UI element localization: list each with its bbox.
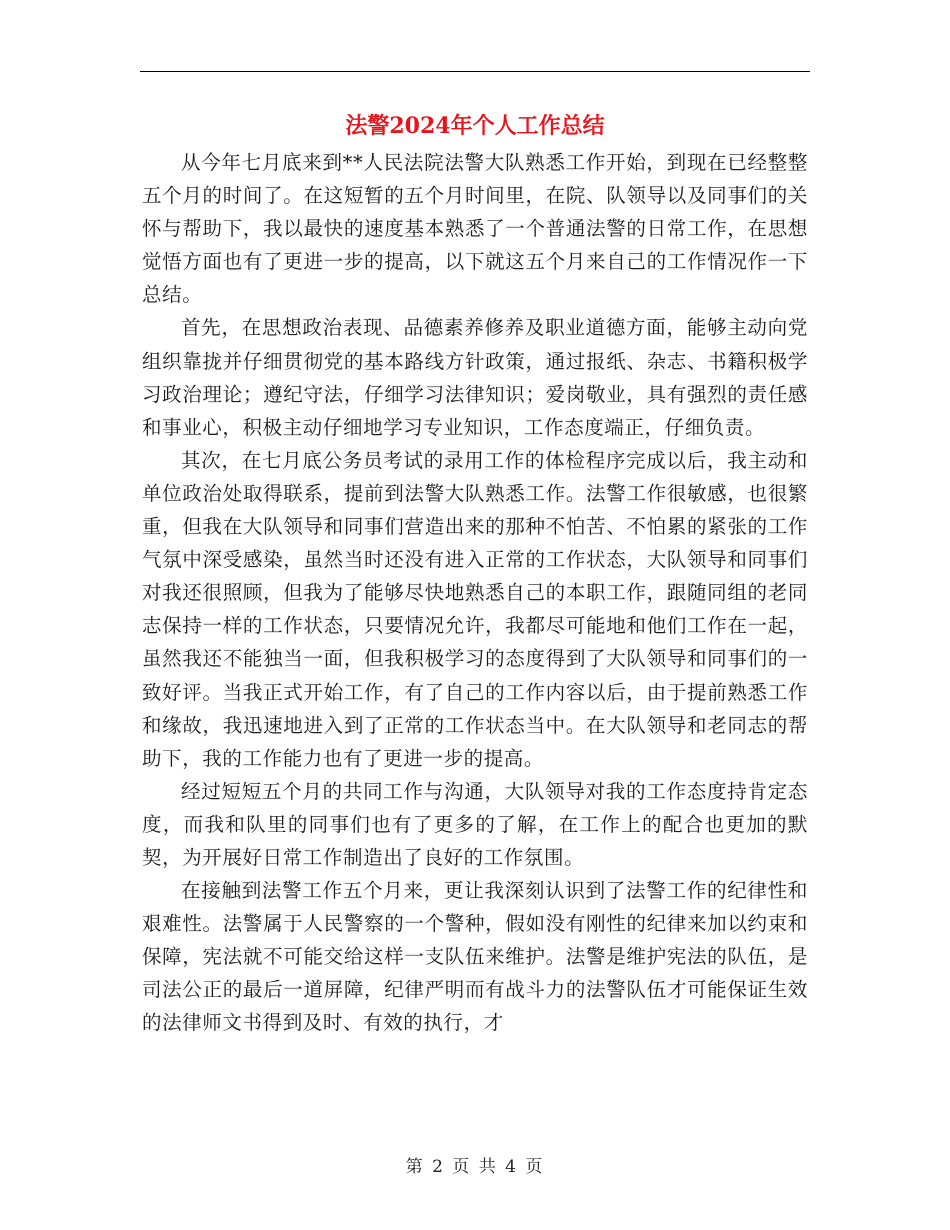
- document-title: 法警2024年个人工作总结: [345, 113, 605, 139]
- paragraph: 其次，在七月底公务员考试的录用工作的体检程序完成以后，我主动和单位政治处取得联系，提前到法警大队熟悉工作。法警工作很敏感，也很繁重，但我在大队领导和同事们营造出来的那种不怕苦、不怕累的紧张的工作气氛中深受感染，虽然当时还没有进入正常的工作状态，大队领导和同事们对我还很照顾，但我为了能够尽快地熟悉自己的本职工作，跟随同组的老同志保持一样的工作状态，只要情况允许，我都尽可能地和他们工作在一起，虽然我还不能独当一面，但我积极学习的态度得到了大队领导和同事们的一致好评。当我正式开始工作，有了自己的工作内容以后，由于提前熟悉工作和缘故，我迅速地进入到了正常的工作状态当中。在大队领导和老同志的帮助下，我的工作能力也有了更进一步的提高。: [142, 448, 808, 770]
- paragraph: 在接触到法警工作五个月来，更让我深刻认识到了法警工作的纪律性和艰难性。法警属于人民警察的一个警种，假如没有刚性的纪律来加以约束和保障，宪法就不可能交给这样一支队伍来维护。法警是维护宪法的队伍，是司法公正的最后一道屏障，纪律严明而有战斗力的法警队伍才可能保证生效的法律师文书得到及时、有效的执行，才: [142, 879, 808, 1035]
- paragraph: 经过短短五个月的共同工作与沟通，大队领导对我的工作态度持肯定态度，而我和队里的同事们也有了更多的了解，在工作上的配合也更加的默契，为开展好日常工作制造出了良好的工作氛围。: [142, 779, 808, 869]
- page-number: 第 2 页 共 4 页: [405, 1157, 545, 1177]
- paragraph: 从今年七月底来到**人民法院法警大队熟悉工作开始，到现在已经整整五个月的时间了。在这短暂的五个月时间里，在院、队领导以及同事们的关怀与帮助下，我以最快的速度基本熟悉了一个普通法警的日常工作，在思想觉悟方面也有了更进一步的提高，以下就这五个月来自己的工作情况作一下总结。: [142, 151, 808, 307]
- header-rule: [140, 71, 810, 72]
- paragraph: 首先，在思想政治表现、品德素养修养及职业道德方面，能够主动向党组织靠拢并仔细贯彻党的基本路线方针政策，通过报纸、杂志、书籍积极学习政治理论；遵纪守法，仔细学习法律知识；爱岗敬业，具有强烈的责任感和事业心，积极主动仔细地学习专业知识，工作态度端正，仔细负责。: [142, 316, 808, 439]
- document-body: [142, 146, 808, 1040]
